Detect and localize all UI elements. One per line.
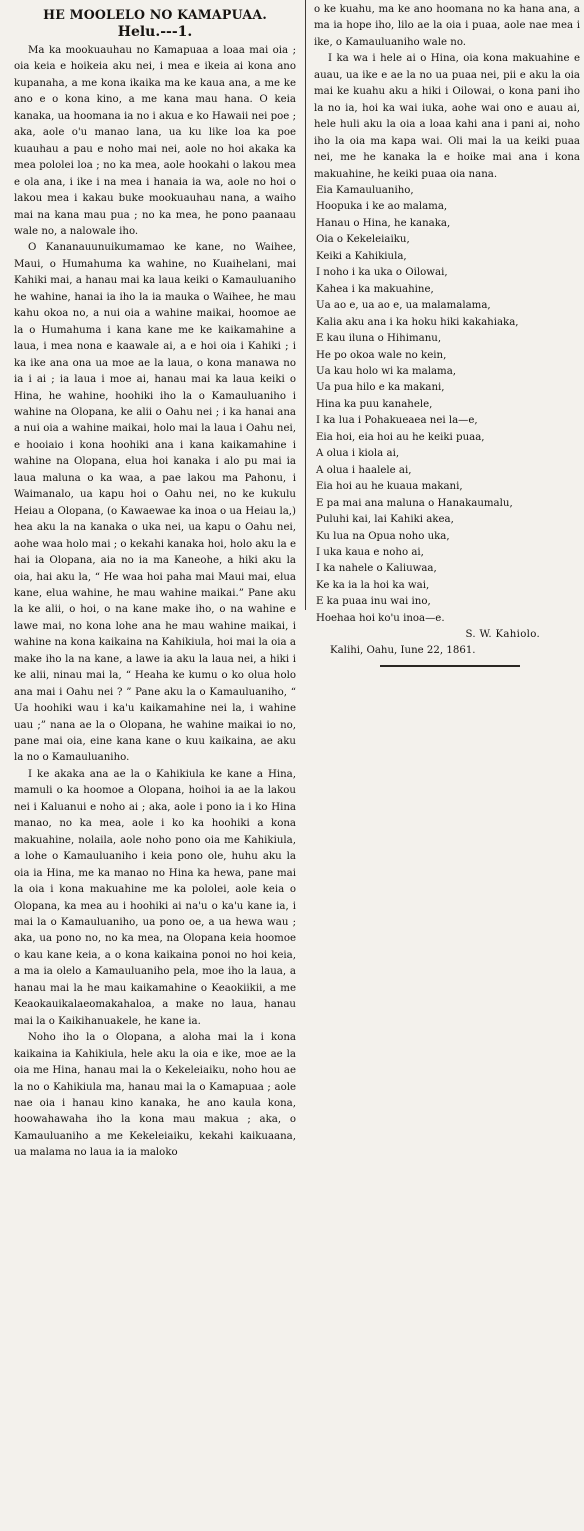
chant-line: Hoehaa hoi ko'u inoa—e. bbox=[316, 612, 445, 624]
dateline: Kalihi, Oahu, Iune 22, 1861. bbox=[330, 645, 476, 657]
chant-line: Keiki a Kahikiula, bbox=[316, 250, 407, 262]
chant-line: Hoopuka i ke ao malama, bbox=[316, 201, 448, 213]
author-signature: S. W. Kahiolo. bbox=[465, 629, 540, 641]
chant-line: Eia hoi, eia hoi au he keiki puaa, bbox=[316, 431, 485, 443]
paragraph-kahikiula: I ke akaka ana ae la o Kahikiula ke kane a Hina, mamuli o ka hoomoe a Olopana, hoihoi ia ae la lakou nei i Kaluanui e noho ai ; aka, aole i pono ia i ko Hina manao, no ka mea, aole i ko ka hoohiki a kona makuahine, nolaila, aole noho pono oia me Kahikiula, a lohe o Kamauluaniho i keia pono ole, huhu aku la oia ia Hina, me ka manao no Hina ka hewa, pane mai la oia i kona makuahine me ka pololei, aole keia o Olopana, ka mea au i hoohiki ai na'u o ka'u kane ia, i mai la o Kamauluaniho, ua pono oe, a ua hewa wau ; aka, ua pono no, no ka mea, na Olopana keia hoomoe o kau kane keia, a o kona kaikaina ponoi no hoi keia, a ma ia olelo a Kamauluaniho pela, moe iho la laua, a hanau mai la he mau kaikamahine o Keaokiikii, a me Keaokauikalaeomakahaloa, a make no laua, hanau mai la o Kaikihanuakele, he kane ia. bbox=[14, 768, 296, 1027]
paragraph-olopana: Noho iho la o Olopana, a aloha mai la i kona kaikaina ia Kahikiula, hele aku la oia e ike, moe ae la oia me Hina, hanau mai la o Kekeleiaiku, noho hou ae la no o Kahikiula ma, hanau mai la o Kamapuaa ; aole nae oia i hanau kino kanaka, he ano kaula kona, hoowahawaha iho la kona mau makua ; aka, o Kamauluaniho a me Kekeleiaiku, kekahi kaikuaana, ua malama no laua ia ia maloko bbox=[14, 1032, 296, 1159]
chant-line: I ka lua i Pohakueaea nei la—e, bbox=[316, 415, 478, 427]
chant-line: E kau iluna o Hihimanu, bbox=[316, 333, 442, 345]
chant-line: Kalia aku ana i ka hoku hiki kakahiaka, bbox=[316, 316, 519, 328]
chant-line: Kahea i ka makuahine, bbox=[316, 283, 434, 295]
chant-line: He po okoa wale no kein, bbox=[316, 349, 447, 361]
chant-line: Ku lua na Opua noho uka, bbox=[316, 530, 450, 542]
chant-line: Hanau o Hina, he kanaka, bbox=[316, 217, 451, 229]
chant-line: I uka kaua e noho ai, bbox=[316, 546, 424, 558]
paragraph-genealogy-intro: Ma ka mookuauhau no Kamapuaa a loaa mai oia ; oia keia e hoikeia aku nei, i mea e ikeia ai kona ano kupanaha, a me kona ikaika ma ke kaua ana, a me ke ano e o kona kino, a me kana mau hana. O keia kanaka, ua hoomana ia no i akua e ko Hawaii nei poe ; aka, aole o'u manao lana, ua ku like loa ka poe kuauhau a pau e noho mai nei, aole no hoi akaka ka mea pololei loa ; no ka mea, aole hookahi o lakou mea e ola ana, i ike i na mea i hanaia ia wa, aole no hoi o lakou mea i kakau buke mookuauhau nana, a waiho mai na kana mau pua ; no ka mea, he pono paanaau wale no, a nalowale iho. bbox=[14, 45, 296, 237]
chant-line: Ua kau holo wi ka malama, bbox=[316, 365, 457, 377]
chant-line: Ua ao e, ua ao e, ua malamalama, bbox=[316, 300, 491, 312]
chant-line: Puluhi kai, lai Kahiki akea, bbox=[316, 514, 454, 526]
article-number-heading: Helu.---1. bbox=[117, 24, 193, 40]
chant-line: I noho i ka uka o Oilowai, bbox=[316, 267, 448, 279]
chant-line: A olua i kiola ai, bbox=[316, 448, 400, 460]
paragraph-hina-auau: I ka wa i hele ai o Hina, oia kona makuahine e auau, ua ike e ae la no ua puaa nei, pii e aku la oia mai ke kuahu aku a hiki i Oilowai, o kona pani iho la no ia, hoi ka wai iuka, aohe wai ono e auau ai, hele huli aku la oia a loaa kahi ana i pani ai, noho iho la oia ma kapa wai. Oli mai la ua keiki puaa nei, me he kanaka la e hoike mai ana i kona makuahine, he keiki puaa oia nana. bbox=[314, 53, 580, 180]
chant bbox=[314, 183, 580, 627]
chant-line: I ka nahele o Kaliuwaa, bbox=[316, 563, 437, 575]
chant-line: Eia Kamauluaniho, bbox=[316, 184, 414, 196]
chant-line: E ka puaa inu wai ino, bbox=[316, 596, 431, 608]
chant-line: Eia hoi au he kuaua makani, bbox=[316, 481, 463, 493]
paragraph-continuation: o ke kuahu, ma ke ano hoomana no ka hana ana, a ma ia hope iho, lilo ae la oia i puaa, aole nae mea i ike, o Kamauluaniho wale no. bbox=[314, 4, 580, 48]
chant-line: Ke ka ia la hoi ka wai, bbox=[316, 579, 430, 591]
chant-line: Hina ka puu kanahele, bbox=[316, 398, 433, 410]
chant-line: Ua pua hilo e ka makani, bbox=[316, 382, 445, 394]
paragraph-kananauunuikumamao: O Kananauunuikumamao ke kane, no Waihee, Maui, o Humahuma ka wahine, no Kuaihelani, mai Kahiki mai, a hanau mai ka laua keiki o Kamauluaniho he wahine, hanai ia iho la ia mauka o Waihee, he mau kahu okoa no, a nui oia a wahine maikai, hoomoe ae la o Humahuma i kana kane me ke kaikamahine a laua, i mea nona e kaawale ai, a e hoi oia i Kahiki ; i ka ike ana ona ua moe ae la laua, o kona manawa no ia i ai ; ia laua i moe ai, hanau mai ka laua keiki o Hina, he wahine, hoohiki iho la o Kamauluaniho i wahine na Olopana, ke alii o Oahu nei ; i ka hanai ana a nui oia a wahine maikai, holo mai la laua i Oahu nei, e hooiaio i kona hoohiki ana i kana kaikamahine i wahine na Olopana, elua hoi kanaka i alo pu mai ia laua maluna o ka waa, a pae lakou ma Pahonu, i Waimanalo, ua kapu hoi o Oahu nei, no ke kukulu Heiau a Olopana, (o Kawaewae ka inoa o ua Heiau la,) hea aku la na kanaka o uka nei, ua kapu o Oahu nei, aohe waa holo mai ; o kekahi kanaka hoi, holo aku la e hai ia Olopana, aia no ia ma Kaneohe, a hiki aku la oia, hai aku la, “ He waa hoi paha mai Maui mai, elua kane, elua wahine, he mau wahine maikai.” Pane aku la ke alii, o hoi, o na kane make iho, o na wahine e lawe mai, no kona lohe ana he mau wahine maikai, i wahine na kona kaikaina na Kahikiula, hoi mai la oia a make iho la na kane, a lawe ia aku la laua nei, a hiki i ke alii, ninau mai la, “ Heaha ke kumu o ko olua holo ana mai i Oahu nei ? ” Pane aku la o Kamauluaniho, “ Ua hoohiki wau i ka'u kaikamahine nei la, i wahine uau ;” nana ae la o Olopana, he wahine maikai io no, pane mai oia, eine kana kane o kuu kaikaina, ae aku la no o Kamauluaniho. bbox=[14, 242, 297, 764]
chant-line: E pa mai ana maluna o Hanakaumalu, bbox=[316, 497, 513, 509]
chant-line: A olua i haalele ai, bbox=[316, 464, 412, 476]
article-title: HE MOOLELO NO KAMAPUAA. bbox=[43, 7, 267, 22]
chant-line: Oia o Kekeleiaiku, bbox=[316, 234, 410, 246]
right-column bbox=[306, 0, 584, 1531]
end-rule bbox=[380, 665, 520, 667]
